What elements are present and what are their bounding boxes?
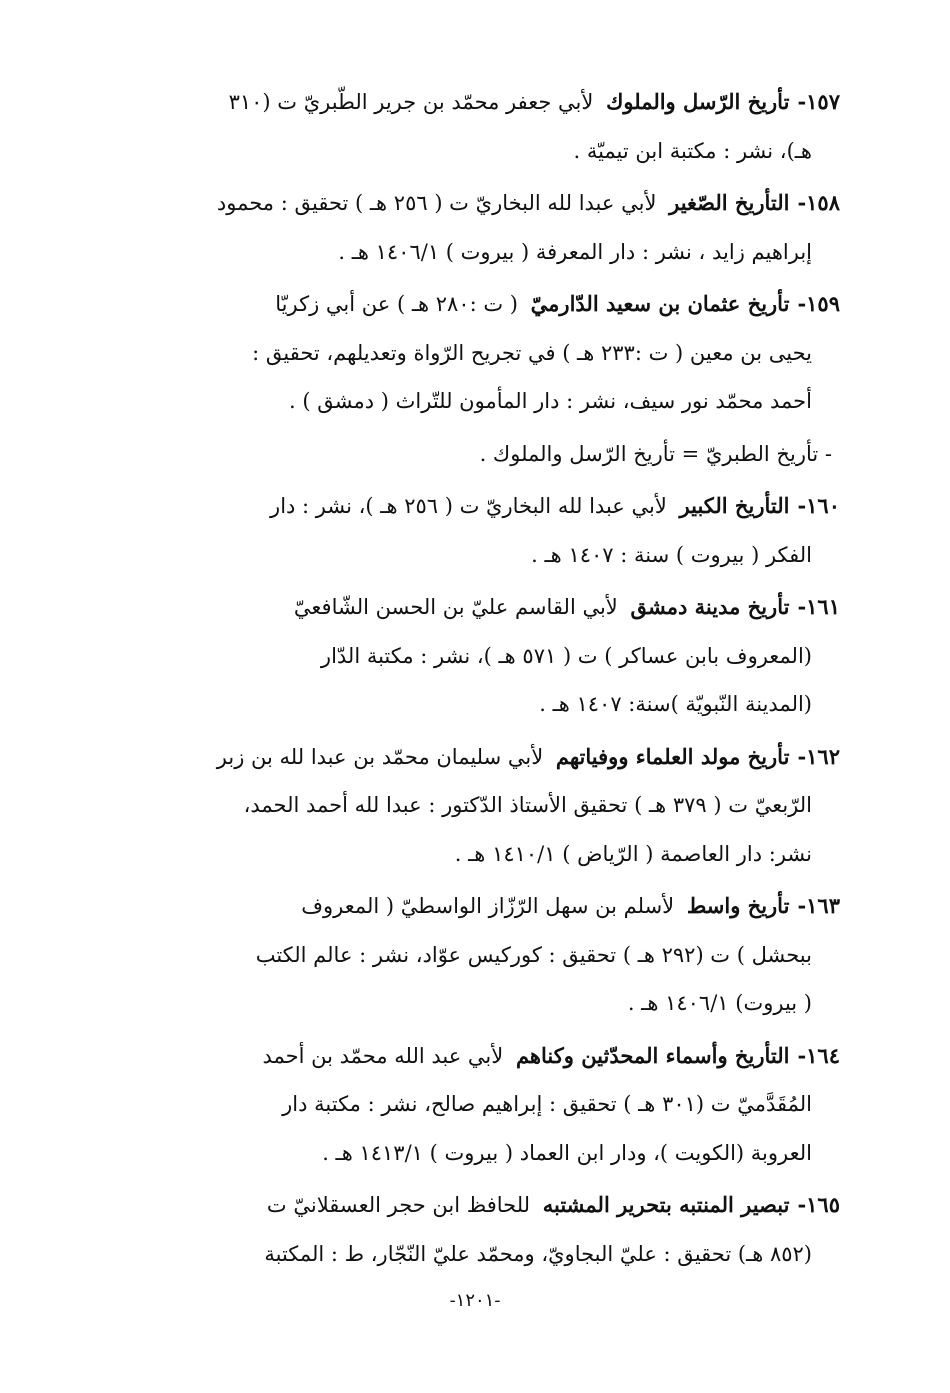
bibliography-entry [112,1032,840,1178]
entry-text: لأبي سليمان محمّد بن عبدا لله بن زبر [216,744,544,769]
entry-title: التأريخ الكبير [679,493,790,518]
entry-number: ١٦٠- [797,493,840,518]
entry-continuation: (المدينة النّبويّة )سنة: ١٤٠٧ هـ . [539,692,812,716]
bibliography-entry [112,179,840,276]
entry-title: تأريخ الرّسل والملوك [606,89,790,114]
entry-title: تأريخ مولد العلماء ووفياتهم [555,743,790,769]
entry-continuation: العروبة (الكويت )، ودار ابن العماد ( بيروت ) ١٤١٣/١ هـ . [322,1140,812,1165]
entry-number: ١٦٣- [797,893,840,918]
entry-text: لأبي القاسم عليّ بن الحسن الشّافعيّ [293,595,618,619]
page-number: -١٢٠١- [449,1290,501,1311]
entry-title: تأريخ مدينة دمشق [630,594,790,619]
entry-continuation: (٨٥٢ هـ) تحقيق : عليّ البجاويّ، ومحمّد عليّ النّجّار، ط : المكتبة [264,1241,812,1266]
entry-continuation: هـ)، نشر : مكتبة ابن تيميّة . [573,138,812,163]
entry-continuation: نشر: دار العاصمة ( الرّياض ) ١٤١٠/١ هـ . [454,841,812,866]
entry-number: ١٥٧- [797,89,840,114]
entry-number: ١٦٢- [797,743,840,769]
entry-text: للحافظ ابن حجر العسقلانيّ ت [266,1193,531,1217]
entry-continuation: الرّبعيّ ت ( ٣٧٩ هـ ) تحقيق الأستاذ الدّكتور : عبدا لله أحمد الحمد، [243,793,812,817]
entry-number: ١٦٥- [797,1192,840,1217]
bibliography-list [112,78,840,1282]
entry-text: لأبي عبدا لله البخاريّ ت ( ٢٥٦ هـ ) تحقيق : محمود [216,191,657,215]
entry-continuation: المُقَدَّميّ ت (٣٠١ هـ ) تحقيق : إبراهيم صالح، نشر : مكتبة دار [282,1092,812,1116]
bibliography-entry [112,583,840,729]
entry-title: تبصير المنتبه بتحرير المشتبه [542,1192,790,1217]
entry-number: ١٥٩- [797,291,840,316]
entry-number: ١٥٨- [797,190,840,215]
entry-title: تأريخ واسط [686,893,790,918]
entry-number: ١٦٤- [797,1042,840,1068]
entry-text: لأسلم بن سهل الرّزّاز الواسطيّ ( المعروف [301,894,675,918]
cross-reference: - تأريخ الطبريّ = تأريخ الرّسل والملوك . [479,441,832,466]
entry-text: لأبي جعفر محمّد بن جرير الطّبريّ ت (٣١٠ [228,90,594,114]
bibliography-entry [112,1181,840,1278]
entry-continuation: ببحشل ) ت (٢٩٢ هـ ) تحقيق : كوركيس عوّاد، نشر : عالم الكتب [255,942,812,967]
entry-title: التأريخ وأسماء المحدّثين وكناهم [515,1042,790,1068]
entry-continuation: ( بيروت) ١٤٠٦/١ هـ . [627,991,812,1015]
bibliography-entry [112,733,840,879]
entry-continuation: أحمد محمّد نور سيف، نشر : دار المأمون للتّراث ( دمشق ) . [289,389,812,413]
entry-text: لأبي عبد الله محمّد بن أحمد [262,1043,504,1068]
entry-number: ١٦١- [797,594,840,619]
entry-title: التأريخ الصّغير [669,190,790,215]
entry-continuation: إبراهيم زايد ، نشر : دار المعرفة ( بيروت ) ١٤٠٦/١ هـ . [338,239,812,264]
bibliography-entry [112,482,840,579]
bibliography-entry [112,280,840,426]
bibliography-entry [112,882,840,1028]
entry-text: ( ت :٢٨٠ هـ ) عن أبي زكريّا [275,292,518,316]
entry-continuation: الفكر ( بيروت ) سنة : ١٤٠٧ هـ . [531,542,812,567]
entry-continuation: يحيى بن معين ( ت :٢٣٣ هـ ) في تجريح الرّواة وتعديلهم، تحقيق : [252,340,812,365]
bibliography-entry [112,78,840,175]
entry-title: تأريخ عثمان بن سعيد الدّارميّ [530,291,790,316]
entry-continuation: (المعروف بابن عساكر ) ت ( ٥٧١ هـ )، نشر : مكتبة الدّار [320,643,812,668]
entry-text: لأبي عبدا لله البخاريّ ت ( ٢٥٦ هـ )، نشر : دار [270,494,667,518]
